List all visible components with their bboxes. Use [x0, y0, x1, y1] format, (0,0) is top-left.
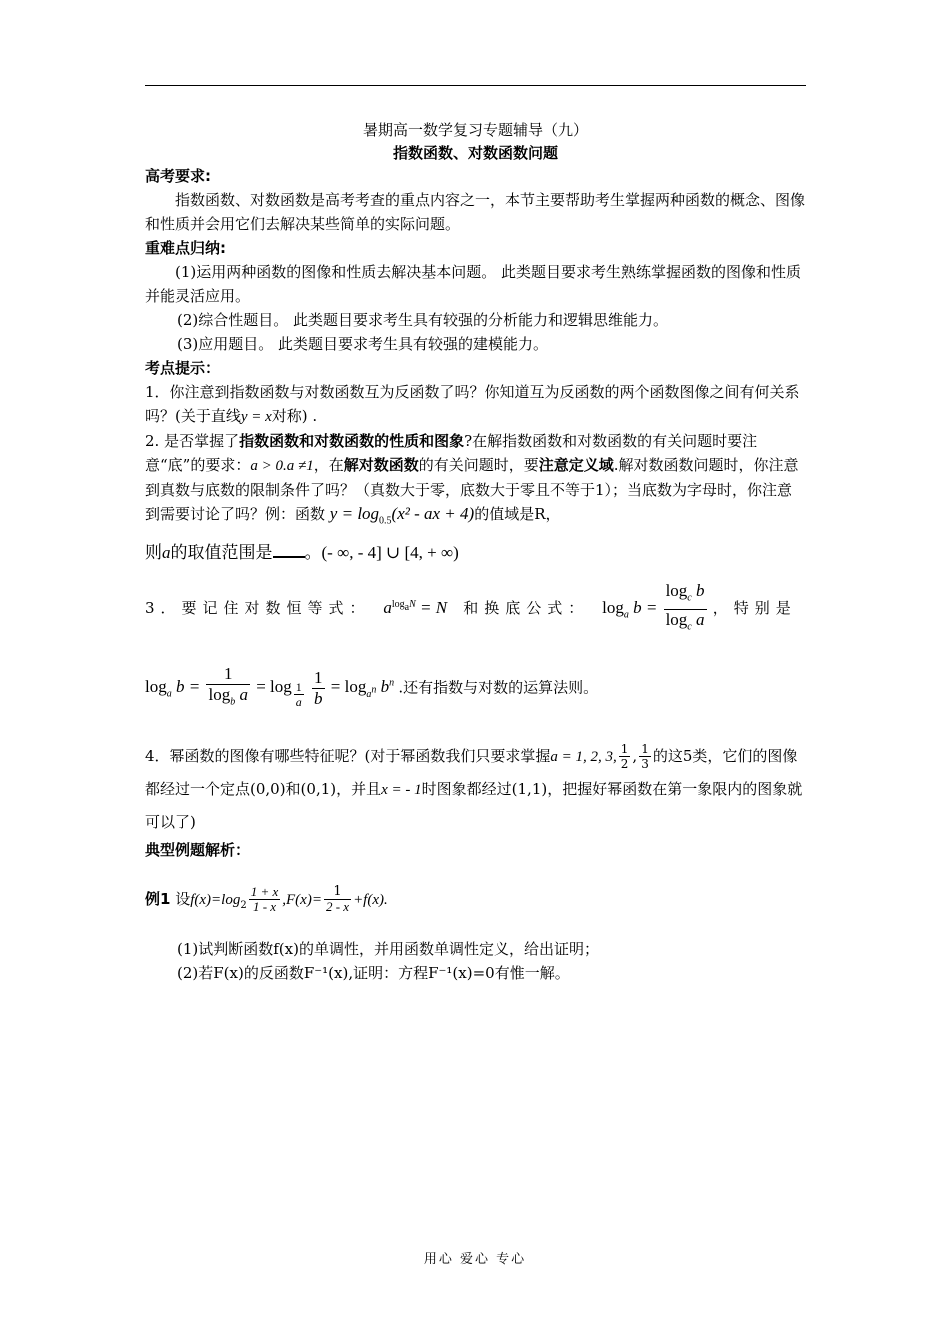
page-footer: 用心 爱心 专心 [423, 1252, 527, 1267]
example-1: 例1 设$f(x)=\log_2$ $\frac{1 + x}{1 - x}$ ,F(x)= $\frac{1}{2 - x}$ +f(x). [145, 884, 388, 915]
document-title: 暑期高一数学复习专题辅导（九） [362, 121, 588, 139]
answer-blank [273, 542, 305, 558]
keypoint-1: (1)运用两种函数的图像和性质去解决基本问题。 此类题目要求考生熟练掌握函数的图像和性质并能灵活应用。 [145, 263, 802, 305]
tips-heading: 考点提示： [145, 359, 221, 377]
question-1: (1)试判断函数f(x)的单调性，并用函数单调性定义，给出证明； [177, 939, 599, 958]
keypoints-heading: 重难点归纳: [145, 239, 226, 257]
document-body [145, 118, 806, 985]
tip-3: 3．要记住对数恒等式： $a^{log_aN} = N$ 和换底公式： $\log_a b$ = $\frac{\log_c b}{\log_c a}$ ，特别是 [145, 581, 806, 638]
examples-heading: 典型例题解析： [145, 840, 251, 859]
log-identity: $a^{log_aN} = N$ [383, 598, 448, 618]
question-2: (2)若F(x)的反函数F⁻¹(x),证明：方程F⁻¹(x)=0有惟一解。 [177, 963, 570, 982]
gaokao-text: 指数函数、对数函数是高考考查的重点内容之一，本节主要帮助考生掌握两种函数的概念、图像和性质并会用它们去解决某些简单的实际问题。 [145, 191, 806, 233]
special-log-formula: $\log_a b$ = $\frac{1}{\log_b a}$ = log $_{\frac{1}{a}}$ $\frac{1}{b}$ = $\log_{a^n} b^n$ [145, 664, 395, 709]
keypoint-2: (2)综合性题目。 此类题目要求考生具有较强的分析能力和逻辑思维能力。 [177, 311, 669, 329]
tip-4: 4．幂函数的图像有哪些特征呢？(对于幂函数我们只要求掌握a = 1, 2, 3, $\frac{1}{2}$ , $\frac{1}{3}$ 的这5类，它们的图像都经过一个定点(0,0)和(0,1)，并且x = - 1时图象都经过(1,1)，把握好幂函数在第一象限内的图象就可以了) [145, 742, 803, 831]
gaokao-heading: 高考要求: [145, 167, 211, 185]
tip-2-answer-line: 则a的取值范围是 。(- ∞, - 4] ∪ [4, + ∞) [145, 543, 459, 564]
tip-3-special: $\log_a b$ = $\frac{1}{\log_b a}$ = log $_{\frac{1}{a}}$ $\frac{1}{b}$ = $\log_{a^n} b^n$ .还有指数与对数的运算法则。 [145, 664, 599, 709]
range-function: $y = \log_{0.5}(x^2$ - ax + 4) [329, 504, 475, 527]
tip-2: 2. 是否掌握了指数函数和对数函数的性质和图象?在解指数函数和对数函数的有关问题时要注意“底”的要求：a > 0.a ≠1，在解对数函数的有关问题时，要注意定义域.解对数函数问题时，你注意到真数与底数的限制条件了吗？（真数大于零，底数大于零且不等于1）；当底数为字母时，你注意到需要讨论了吗？例：函数 $y = \log_{0.5}(x^2$ - ax + 4)的值域是R， [145, 432, 799, 527]
header-rule [145, 85, 806, 86]
change-of-base-formula: $\log_a b$ = $\frac{\log_c b}{\log_c a}$ [602, 598, 713, 617]
answer-range: (- ∞, - 4] ∪ [4, + ∞) [321, 543, 459, 563]
change-of-base-fraction: $\frac{\log_c b}{\log_c a}$ [665, 581, 705, 633]
tip-1: 1．你注意到指数函数与对数函数互为反函数了吗？你知道互为反函数的两个函数图像之间有何关系吗？(关于直线y = x对称) . [145, 383, 800, 425]
document-subtitle: 指数函数、对数函数问题 [392, 144, 558, 162]
keypoint-3: (3)应用题目。 此类题目要求考生具有较强的建模能力。 [177, 335, 549, 353]
